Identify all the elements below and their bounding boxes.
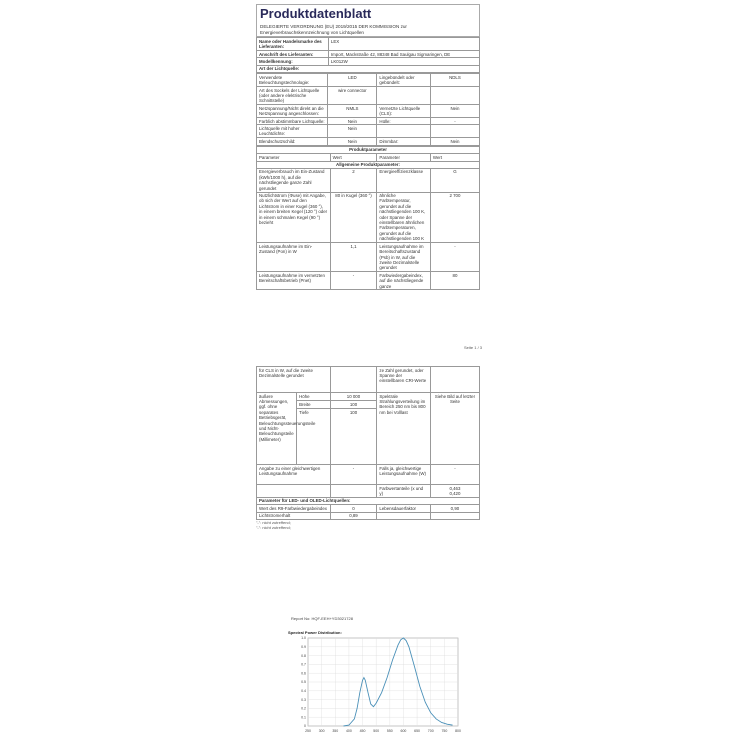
intro-text: DELEGIERTE VERORDNUNG (EU) 2019/2015 DER KOMMISSION zur Energieverbrauchskennzeichnung von Lichtquellen [256, 23, 480, 37]
dims-label: äußere Abmessungen, ggf. ohne separates Betriebsgerät, Beleuchtungssteuerungsteile und Nicht-Beleuchtungsteile (Millimeter) [257, 393, 297, 465]
param-cell: Farbwiedergabeindex, auf die nächstliegende ganze [377, 272, 431, 290]
section1-cell: LED [328, 74, 377, 87]
section1-row [257, 138, 480, 145]
section1-row [257, 87, 480, 105]
x-tick-label: 300 [318, 729, 325, 733]
spd-chart [294, 636, 462, 736]
section1-row [257, 118, 480, 125]
section1-cell: Art des Sockels der Lichtquelle (oder andere elektrische Schnittstelle) [257, 87, 328, 105]
section1-cell: Verwendete Beleuchtungstechnologie: [257, 74, 328, 87]
dim-height-label: Höhe [297, 393, 330, 401]
param-row [257, 192, 480, 243]
param-cell: 1,1 [330, 243, 377, 272]
page2-table [256, 366, 480, 520]
param-cell: Energieeffizienzklasse [377, 168, 431, 192]
params-table [256, 146, 480, 291]
equiv-label: Angabe zu einer gleichwertigen Leistungsaufnahme [257, 465, 331, 485]
chroma-x: 0,463 [449, 485, 461, 491]
x-tick-label: 550 [386, 729, 393, 733]
param-cell: 80 in Kugel (360 °) [330, 192, 377, 243]
param-cell: Leistungsaufnahme im Ein-Zustand (Pon) in W [257, 243, 331, 272]
param-cell: Leistungsaufnahme im Bereitschaftszustand (Psb) in W, auf die zweite Dezimalstelle gerundet [377, 243, 431, 272]
param-row [257, 272, 480, 290]
section1-cell: Dimmbar: [377, 138, 431, 145]
dim-width-label: Breite [297, 401, 330, 409]
dim-height-value: 10 000 [330, 393, 377, 401]
x-tick-label: 600 [400, 729, 407, 733]
datasheet-page2 [256, 366, 480, 530]
life-value: 0,90 [430, 505, 479, 512]
params-heading: Produktparameter [257, 146, 480, 153]
param-cell: - [330, 272, 377, 290]
dim-depth-value: 100 [330, 409, 377, 465]
footnote-2: "-": nicht zutreffend; [256, 525, 291, 531]
supplier-address-value: Import, Mackstraße 42, 88348 Bad Saulgau Sigmaringen, DE [328, 51, 479, 58]
equiv-value: - [330, 465, 377, 485]
section1-cell: Farblich abstimmbare Lichtquelle: [257, 118, 328, 125]
ifyes-label: Falls ja, gleichwertige Leistungsaufnahme (W) [377, 465, 431, 485]
dim-depth-label: Tiefe [297, 409, 330, 465]
r9-label: Wert des R9-Farbwiedergabeindex [257, 505, 331, 512]
y-tick-label: 0.2 [301, 706, 306, 711]
y-tick-label: 0.5 [301, 680, 306, 685]
spectral-value: Siehe Bild auf letzter Seite [430, 393, 479, 465]
section1-cell: Lingebündelt oder gebündelt: [377, 74, 431, 87]
param-cell: - [430, 243, 479, 272]
param-cell: 80 [430, 272, 479, 290]
model-value: LK012W [328, 58, 479, 65]
param-cell: Nutzlichtstrom (Φuse) mit Angabe, ob sich der Wert auf den Lichtstrom in einer Kugel (360 °), in einem breiten Kegel (120 °) oder in einem schmalen Kegel (90 °) bezieht [257, 192, 331, 243]
x-tick-label: 700 [427, 729, 434, 733]
section1-cell: Vernetzte Lichtquelle (CLS): [377, 105, 431, 118]
y-tick-label: 0.6 [301, 671, 306, 676]
supplier-address-label: Anschrift des Lieferanten: [257, 51, 329, 58]
dim-width-value: 100 [330, 401, 377, 409]
section1-cell [430, 125, 479, 138]
y-tick-label: 0.4 [301, 689, 306, 693]
r9-value: 0 [330, 505, 377, 512]
section1-cell: - [430, 118, 479, 125]
param-row [257, 168, 480, 192]
y-tick-label: 1.0 [301, 636, 306, 641]
ifyes-value: - [430, 465, 479, 485]
param-cell: ähnliche Farbtemperatur, gerundet auf die nächstliegenden 100 K, oder Spanne der einstellbaren ähnlichen Farbtemperaturen, gerundet auf die nächstliegenden 100 K [377, 192, 431, 243]
section1-cell: wire connector [328, 87, 377, 105]
page-number: Seite 1 / 3 [464, 345, 483, 350]
report-number: Report No: HQF-EEH+YD3021728 [291, 616, 353, 621]
x-tick-label: 450 [359, 729, 366, 733]
param-cell: 2 [330, 168, 377, 192]
y-tick-label: 0.3 [301, 697, 306, 702]
param-cell: Leistungsaufnahme im vernetzten Bereitschaftsbetrieb (Pnet) [257, 272, 331, 290]
x-tick-label: 650 [414, 729, 421, 733]
x-tick-label: 800 [455, 729, 461, 733]
section1-cell: Blendschutzschild: [257, 138, 328, 145]
x-tick-label: 350 [332, 729, 339, 733]
datasheet [256, 4, 480, 290]
maint-value: 0,89 [330, 512, 377, 519]
x-tick-label: 500 [373, 729, 380, 733]
footnote-1: "-": nicht zutreffend; [256, 520, 291, 526]
section1-cell: Nein [328, 118, 377, 125]
x-tick-label: 250 [305, 729, 311, 733]
section1-cell: Hülle: [377, 118, 431, 125]
type-label: Art der Lichtquelle: [257, 65, 480, 72]
section1-cell: Nein [430, 138, 479, 145]
model-label: Modellkennung: [257, 58, 329, 65]
spd-title: Spectral Power Distribution: [288, 630, 342, 635]
x-tick-label: 750 [441, 729, 448, 733]
section1-row [257, 105, 480, 118]
spectral-label: Spektrale Strahlungsverteilung im Bereich 250 nm bis 800 nm bei Volllast [377, 393, 431, 465]
cont-right: ze Zahl gerundet, oder Spanne der einstellbaren CRI-Werte [377, 367, 431, 393]
col-param: Parameter [257, 154, 331, 161]
page-title: Produktdatenblatt [256, 4, 480, 23]
supplier-table [256, 37, 480, 73]
section1-cell: Nein [328, 138, 377, 145]
section1-cell: Nein [430, 105, 479, 118]
param-cell: 2 700 [430, 192, 479, 243]
led-heading: Parameter für LED- und OLED-Lichtquellen: [257, 497, 480, 504]
section1-table [256, 73, 480, 145]
section1-cell: NDLS [430, 74, 479, 87]
param-cell: Energieverbrauch im Ein-Zustand (kWh/1000 h), auf die nächstliegende ganze Zahl gerundet [257, 168, 331, 192]
section1-cell: Netzspannung/Nicht direkt an die Netzspannung angeschlossen: [257, 105, 328, 118]
chroma-y: 0,420 [449, 490, 461, 496]
param-row [257, 243, 480, 272]
cont-left: für CLS in W, auf die zweite Dezimalstelle gerundet [257, 367, 331, 393]
col-param-2: Parameter [377, 154, 431, 161]
col-value-2: Wert [430, 154, 479, 161]
section1-cell [377, 87, 431, 105]
section1-cell: Nein [328, 125, 377, 138]
y-tick-label: 0.8 [301, 653, 306, 658]
general-heading: Allgemeine Produktparameter: [257, 161, 480, 168]
life-label: Lebensdauerfaktor [377, 505, 431, 512]
x-tick-label: 400 [345, 729, 352, 733]
y-tick-label: 0.7 [301, 662, 306, 667]
supplier-name-label: Name oder Handelsmarke des Lieferanten: [257, 38, 329, 51]
y-tick-label: 0 [304, 724, 306, 729]
y-tick-label: 0.9 [301, 645, 306, 649]
maint-label: Lichtstromerhalt [257, 512, 331, 519]
param-cell: G [430, 168, 479, 192]
supplier-name-value: LEX [328, 38, 479, 51]
y-tick-label: 0.1 [301, 715, 306, 720]
section1-row [257, 125, 480, 138]
section1-cell: Lichtquelle mit hoher Leuchtdichte: [257, 125, 328, 138]
section1-cell [430, 87, 479, 105]
section1-row [257, 74, 480, 87]
section1-cell [377, 125, 431, 138]
chroma-label: Farbwertanteile (x und y) [377, 485, 431, 498]
section1-cell: NMLS [328, 105, 377, 118]
col-value: Wert [330, 154, 377, 161]
